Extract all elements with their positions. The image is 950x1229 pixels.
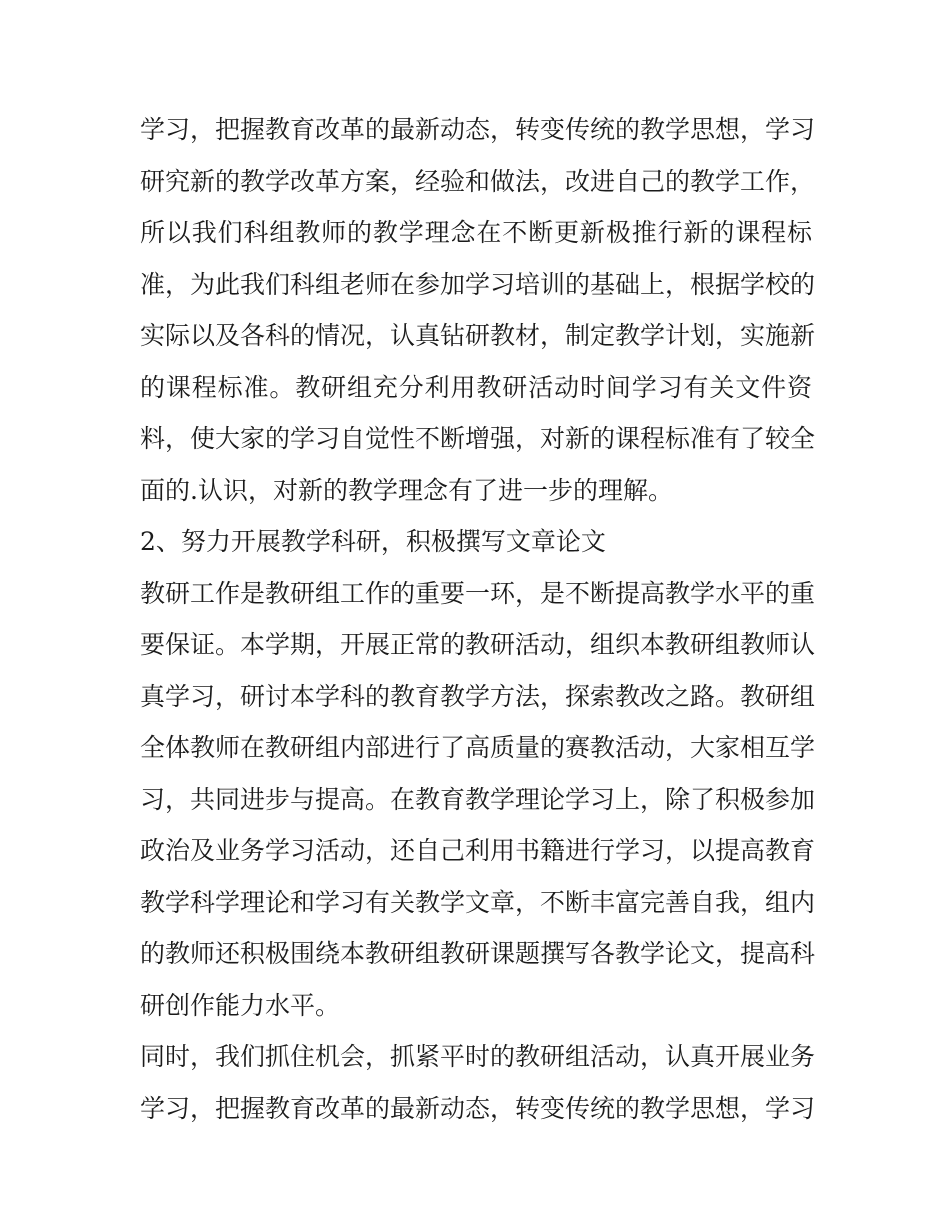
text-line: 所以我们科组教师的教学理念在不断更新极推行新的课程标 <box>140 218 812 247</box>
text-line: 教学科学理论和学习有关教学文章，不断丰富完善自我，组内 <box>140 887 816 917</box>
text-line: 研创作能力水平。 <box>140 990 341 1020</box>
text-line: 学习，把握教育改革的最新动态，转变传统的教学思想，学习 <box>140 115 816 144</box>
text-line: 真学习，研讨本学科的教育教学方法，探索教改之路。教研组 <box>140 681 816 711</box>
text-line: 研究新的教学改革方案，经验和做法，改进自己的教学工作， <box>140 166 816 196</box>
text-line: 学习，把握教育改革的最新动态，转变传统的教学思想，学习 <box>140 1093 816 1123</box>
text-line: 的课程标准。教研组充分利用教研活动时间学习有关文件资 <box>140 372 812 402</box>
text-line: 全体教师在教研组内部进行了高质量的赛教活动，大家相互学 <box>140 733 816 762</box>
body-text <box>140 104 816 1134</box>
text-line: 料，使大家的学习自觉性不断增强，对新的课程标准有了较全 <box>140 424 816 453</box>
text-line: 要保证。本学期，开展正常的教研活动，组织本教研组教师认 <box>140 630 816 659</box>
text-line: 政治及业务学习活动，还自己利用书籍进行学习，以提高教育 <box>140 836 816 865</box>
text-line: 教研工作是教研组工作的重要一环，是不断提高教学水平的重 <box>140 578 816 608</box>
text-line: 实际以及各科的情况，认真钻研教材，制定教学计划，实施新 <box>140 321 816 350</box>
section-heading: 2、努力开展教学科研，积极撰写文章论文 <box>140 527 606 556</box>
text-line: 面的.认识，对新的教学理念有了进一步的理解。 <box>140 475 673 505</box>
text-line: 准，为此我们科组老师在参加学习培训的基础上，根据学校的 <box>140 269 816 299</box>
text-line: 同时，我们抓住机会，抓紧平时的教研组活动，认真开展业务 <box>140 1042 816 1071</box>
text-line: 习，共同进步与提高。在教育教学理论学习上，除了积极参加 <box>140 784 816 814</box>
text-line: 的教师还积极围绕本教研组教研课题撰写各教学论文，提高科 <box>140 939 816 968</box>
